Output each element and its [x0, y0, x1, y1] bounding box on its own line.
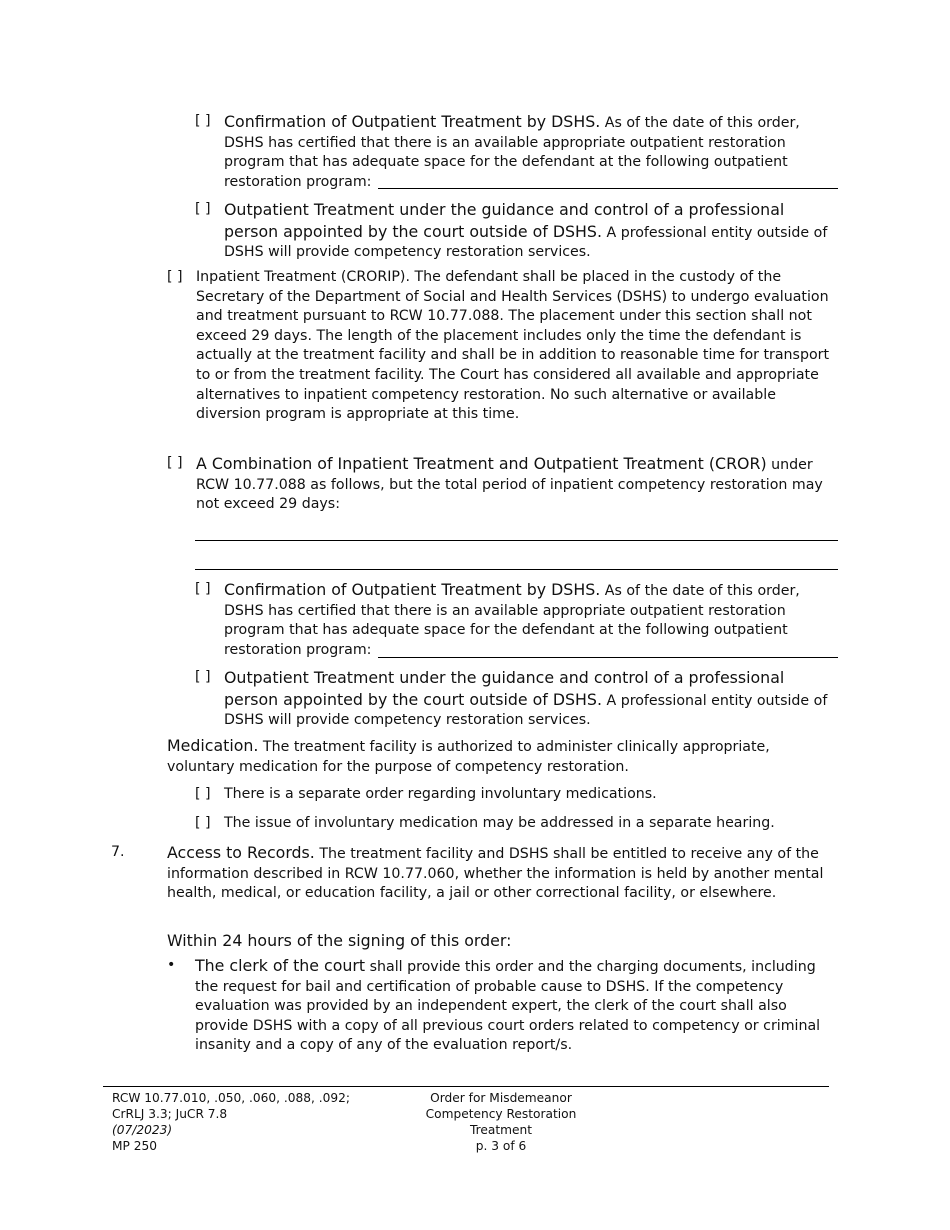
- inpatient-treatment-item: [167, 268, 840, 425]
- within-24-hours-text: [167, 931, 840, 953]
- checkbox[interactable]: [ ]: [195, 113, 211, 129]
- bullet-text: [195, 956, 840, 1056]
- footer-divider: [103, 1086, 829, 1087]
- item-heading: Outpatient Treatment under the guidance and control of a professional person appointed by the court outside of DSHS.: [224, 200, 785, 241]
- bullet-marker: •: [167, 957, 176, 973]
- footer-center: [380, 1090, 622, 1154]
- item-heading: A Combination of Inpatient Treatment and Outpatient Treatment (CROR): [196, 454, 767, 473]
- item-text: [224, 200, 840, 263]
- within-text: Within 24 hours of the signing of this order:: [167, 931, 512, 950]
- checkbox[interactable]: [ ]: [195, 201, 211, 217]
- item-text: [196, 268, 840, 425]
- item-body: A professional entity outside of DSHS will provide competency restoration services.: [224, 224, 828, 261]
- item-text: [224, 112, 840, 192]
- combination-treatment-item: [167, 454, 840, 515]
- item-heading: Inpatient Treatment (CRORIP).: [196, 269, 410, 285]
- footer-rcw: RCW 10.77.010, .050, .060, .088, .092;: [112, 1091, 350, 1105]
- bullet-item-clerk: [167, 956, 840, 1056]
- footer-court-rules: CrRLJ 3.3; JuCR 7.8: [112, 1107, 228, 1121]
- item-body: As of the date of this order, DSHS has certified that there is an available appropriate outpatient restoration program that has adequate space for the defendant at the following outpatient restoration program:: [224, 583, 800, 658]
- option-text: The issue of involuntary medication may be addressed in a separate hearing.: [224, 815, 775, 831]
- combination-detail-line-1[interactable]: [195, 540, 838, 541]
- item-heading: Outpatient Treatment under the guidance and control of a professional person appointed by the court outside of DSHS.: [224, 668, 785, 709]
- checkbox[interactable]: [ ]: [167, 269, 183, 285]
- checkbox[interactable]: [ ]: [195, 786, 211, 802]
- option-text: There is a separate order regarding involuntary medications.: [224, 786, 657, 802]
- item-text: [224, 580, 840, 660]
- medication-heading: Medication.: [167, 736, 259, 755]
- professional-outpatient-item-1: [195, 200, 840, 263]
- footer-title-1: Order for Misdemeanor: [430, 1091, 572, 1105]
- medication-option-1: [195, 785, 840, 805]
- footer-form-date: (07/2023): [112, 1123, 173, 1137]
- access-to-records-paragraph: [167, 843, 840, 904]
- medication-body: The treatment facility is authorized to administer clinically appropriate, voluntary medication for the purpose of competency restoration.: [167, 739, 770, 775]
- section-7-number: 7.: [111, 844, 125, 860]
- checkbox[interactable]: [ ]: [195, 815, 211, 831]
- item-body: The defendant shall be placed in the custody of the Secretary of the Department of Social and Health Services (DSHS) to undergo evaluation and treatment pursuant to RCW 10.77.088. The placement under this section shall not exceed 29 days. The length of the placement includes only the time the defendant is actually at the treatment facility and shall be in addition to reasonable time for transport to or from the treatment facility. The Court has considered all available and appropriate alternatives to inpatient competency restoration. No such alternative or available diversion program is appropriate at this time.: [196, 269, 830, 423]
- access-to-records-body: The treatment facility and DSHS shall be entitled to receive any of the information described in RCW 10.77.060, whether the information is held by another mental health, medical, or education facility, a jail or other correctional facility, or elsewhere.: [167, 846, 824, 902]
- footer-form-number: MP 250: [112, 1139, 158, 1153]
- checkbox[interactable]: [ ]: [195, 581, 211, 597]
- item-body: As of the date of this order, DSHS has certified that there is an available appropriate outpatient restoration program that has adequate space for the defendant at the following outpatient restoration program:: [224, 115, 800, 190]
- bullet-body: shall provide this order and the charging documents, including the request for bail and certification of probable cause to DSHS. If the competency evaluation was provided by an independent expert, the clerk of the court shall also provide DSHS with a copy of all previous court orders related to competency or criminal insanity and a copy of any of the evaluation report/s.: [195, 959, 821, 1054]
- program-name-line-2[interactable]: [378, 657, 838, 658]
- footer-title-3: Treatment: [469, 1123, 532, 1137]
- item-text: [224, 668, 840, 731]
- item-text: [196, 454, 840, 515]
- footer-title-2: Competency Restoration: [425, 1107, 577, 1121]
- item-heading: Confirmation of Outpatient Treatment by DSHS.: [224, 580, 601, 599]
- checkbox[interactable]: [ ]: [167, 455, 183, 471]
- confirmation-outpatient-item-2: [195, 580, 840, 660]
- professional-outpatient-item-2: [195, 668, 840, 731]
- item-body: A professional entity outside of DSHS will provide competency restoration services.: [224, 692, 828, 729]
- item-heading: Confirmation of Outpatient Treatment by DSHS.: [224, 112, 601, 131]
- medication-option-2: [195, 814, 840, 834]
- confirmation-outpatient-item-1: [195, 112, 840, 192]
- access-to-records-heading: Access to Records.: [167, 843, 315, 862]
- bullet-heading: The clerk of the court: [195, 956, 366, 975]
- item-body: under RCW 10.77.088 as follows, but the total period of inpatient competency restoration may not exceed 29 days:: [196, 457, 823, 513]
- checkbox[interactable]: [ ]: [195, 669, 211, 685]
- footer-left: [112, 1090, 402, 1154]
- program-name-line-1[interactable]: [378, 188, 838, 189]
- footer-page-number: p. 3 of 6: [475, 1139, 527, 1153]
- combination-detail-line-2[interactable]: [195, 569, 838, 570]
- medication-paragraph: [167, 736, 840, 777]
